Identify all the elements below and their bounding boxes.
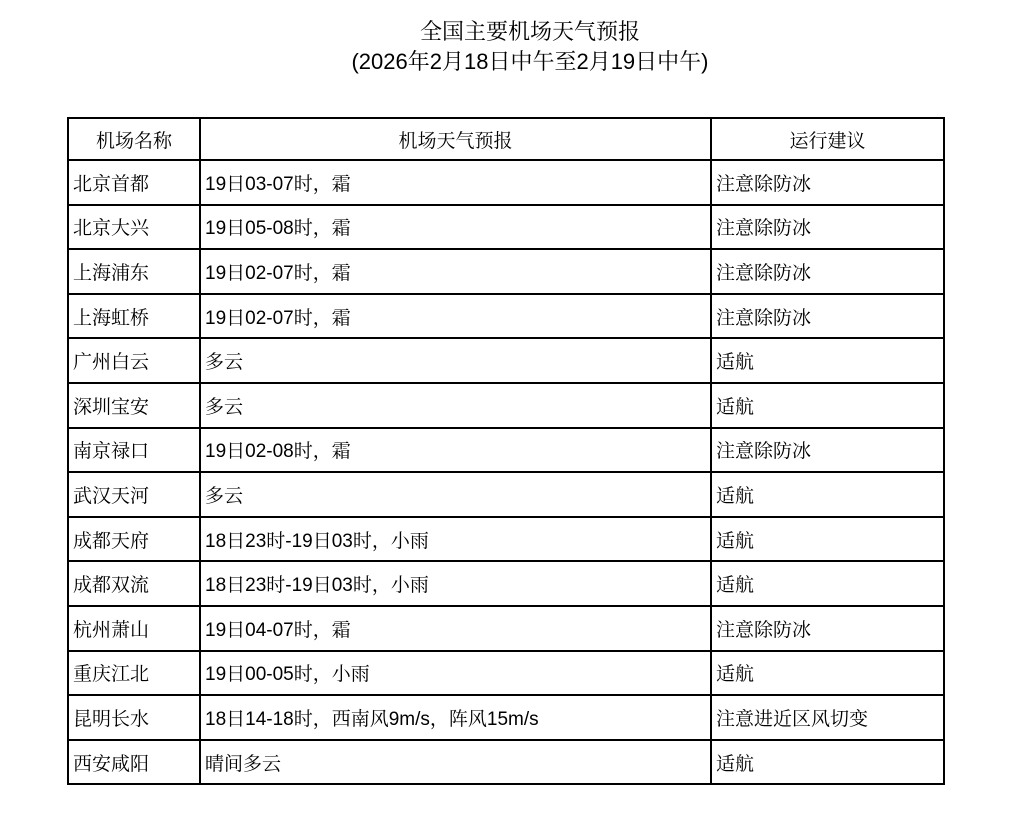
airport-name-cell: 上海浦东 <box>68 249 200 294</box>
airport-name-cell: 昆明长水 <box>68 695 200 740</box>
weather-forecast-cell: 19日04-07时，霜 <box>200 606 711 651</box>
weather-forecast-cell: 19日03-07时，霜 <box>200 160 711 205</box>
table-row <box>68 160 944 205</box>
weather-forecast-cell: 18日23时-19日03时，小雨 <box>200 517 711 562</box>
airport-name-cell: 北京大兴 <box>68 205 200 250</box>
operation-advice-cell: 适航 <box>711 561 944 606</box>
weather-forecast-cell: 19日05-08时，霜 <box>200 205 711 250</box>
operation-advice-cell: 注意除防冰 <box>711 428 944 473</box>
operation-advice-cell: 注意除防冰 <box>711 249 944 294</box>
weather-forecast-cell: 多云 <box>200 383 711 428</box>
airport-name-cell: 成都双流 <box>68 561 200 606</box>
table-row <box>68 517 944 562</box>
table-row <box>68 338 944 383</box>
operation-advice-cell: 适航 <box>711 651 944 696</box>
table-header-row <box>68 118 944 160</box>
table-row <box>68 294 944 339</box>
table-row <box>68 651 944 696</box>
weather-forecast-cell: 19日00-05时，小雨 <box>200 651 711 696</box>
operation-advice-cell: 适航 <box>711 383 944 428</box>
operation-advice-cell: 适航 <box>711 338 944 383</box>
header-weather-forecast: 机场天气预报 <box>200 118 711 160</box>
weather-forecast-cell: 19日02-08时，霜 <box>200 428 711 473</box>
page-subtitle: (2026年2月18日中午至2月19日中午) <box>351 49 709 74</box>
weather-forecast-cell: 19日02-07时，霜 <box>200 249 711 294</box>
operation-advice-cell: 注意进近区风切变 <box>711 695 944 740</box>
table-row <box>68 205 944 250</box>
airport-name-cell: 武汉天河 <box>68 472 200 517</box>
weather-forecast-cell: 多云 <box>200 338 711 383</box>
header-airport-name: 机场名称 <box>68 118 200 160</box>
table-row <box>68 383 944 428</box>
table-row <box>68 428 944 473</box>
operation-advice-cell: 适航 <box>711 517 944 562</box>
airport-name-cell: 上海虹桥 <box>68 294 200 339</box>
weather-forecast-cell: 18日23时-19日03时，小雨 <box>200 561 711 606</box>
table-row <box>68 249 944 294</box>
page-title: 全国主要机场天气预报 <box>419 19 640 44</box>
operation-advice-cell: 注意除防冰 <box>711 160 944 205</box>
airport-name-cell: 西安咸阳 <box>68 740 200 785</box>
operation-advice-cell: 注意除防冰 <box>711 294 944 339</box>
airport-name-cell: 广州白云 <box>68 338 200 383</box>
airport-name-cell: 北京首都 <box>68 160 200 205</box>
weather-forecast-cell: 18日14-18时，西南风9m/s，阵风15m/s <box>200 695 711 740</box>
airport-name-cell: 南京禄口 <box>68 428 200 473</box>
header-operation-advice: 运行建议 <box>711 118 944 160</box>
table-row <box>68 472 944 517</box>
weather-forecast-cell: 晴间多云 <box>200 740 711 785</box>
table-row <box>68 561 944 606</box>
operation-advice-cell: 适航 <box>711 740 944 785</box>
airport-name-cell: 重庆江北 <box>68 651 200 696</box>
table-row <box>68 606 944 651</box>
airport-name-cell: 深圳宝安 <box>68 383 200 428</box>
weather-forecast-cell: 多云 <box>200 472 711 517</box>
document-header <box>0 0 1026 77</box>
operation-advice-cell: 注意除防冰 <box>711 205 944 250</box>
table-row <box>68 740 944 785</box>
operation-advice-cell: 注意除防冰 <box>711 606 944 651</box>
operation-advice-cell: 适航 <box>711 472 944 517</box>
airport-name-cell: 杭州萧山 <box>68 606 200 651</box>
table-row <box>68 695 944 740</box>
airport-name-cell: 成都天府 <box>68 517 200 562</box>
forecast-table <box>67 117 945 785</box>
weather-forecast-cell: 19日02-07时，霜 <box>200 294 711 339</box>
